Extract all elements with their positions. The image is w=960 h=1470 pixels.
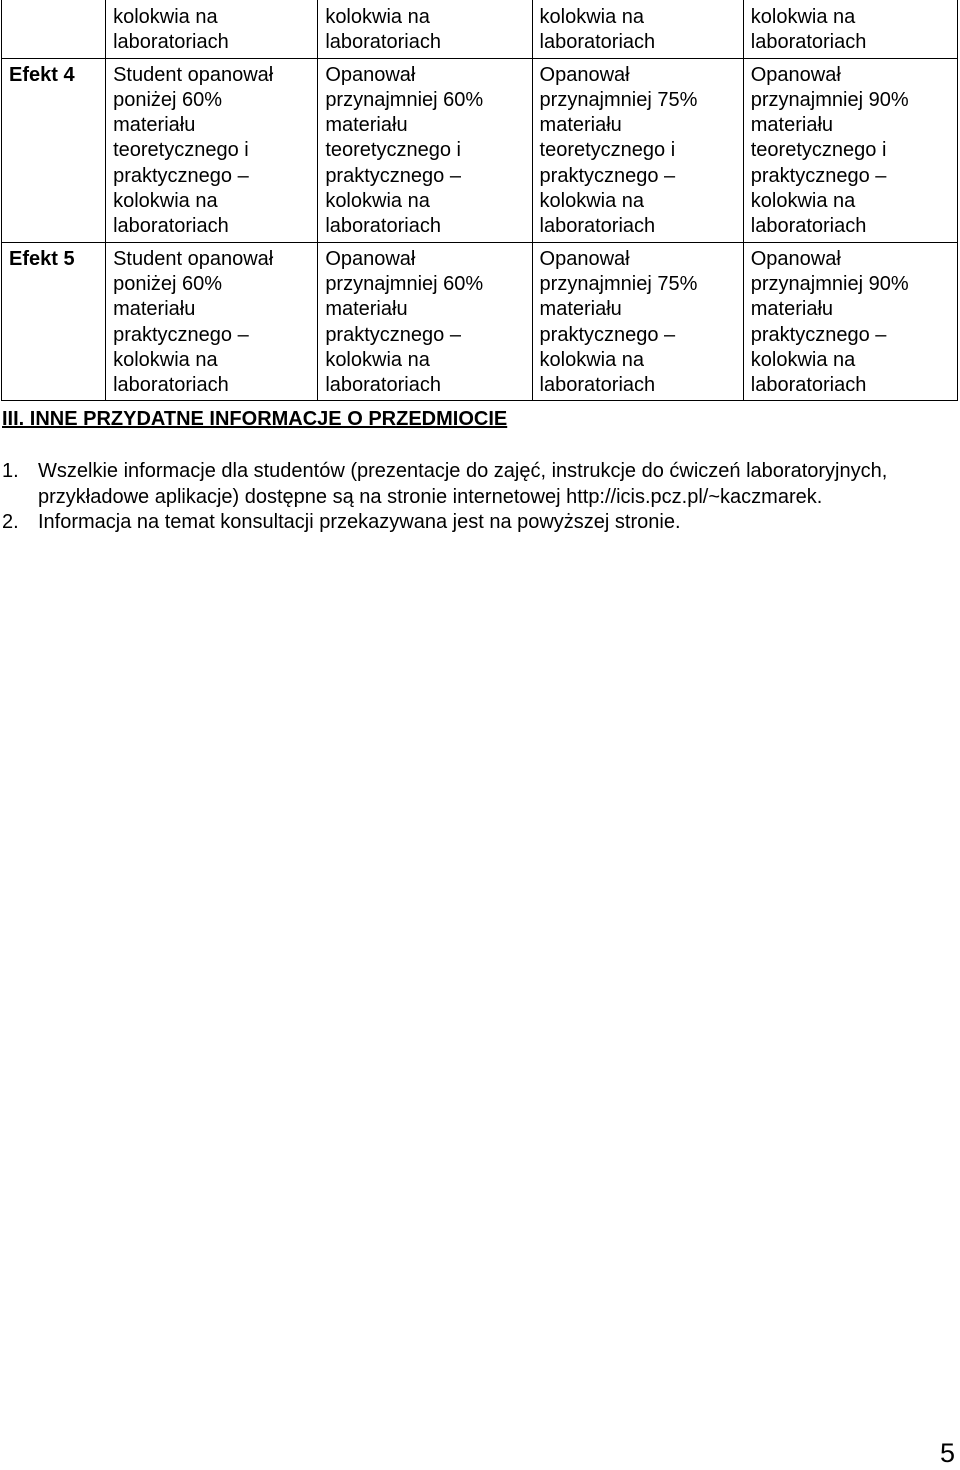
row-label-cell: Efekt 4: [2, 58, 106, 242]
info-item: [2, 510, 942, 536]
cell-text-line: Student opanował: [113, 63, 274, 86]
row-label-cell: Efekt 5: [2, 242, 106, 401]
cell-text-line: materiału: [750, 114, 834, 137]
cell-text-line: kolokwia na: [539, 348, 645, 371]
info-item-number: 1.: [2, 460, 19, 482]
cell-text-line: teoretycznego i: [539, 139, 676, 162]
info-item: [2, 459, 942, 510]
cell-text-line: kolokwia na: [325, 348, 430, 371]
cell-text-line: praktycznego –: [539, 323, 676, 346]
cell-text-line: teoretycznego i: [750, 139, 887, 162]
cell-text-line: laboratoriach: [750, 31, 867, 54]
cell-text-line: praktycznego –: [325, 323, 461, 346]
cell-text-line: praktycznego –: [113, 323, 249, 346]
cell-text-line: laboratoriach: [113, 374, 229, 397]
cell-text-line: laboratoriach: [325, 374, 441, 397]
cell-text-line: laboratoriach: [325, 215, 441, 238]
cell-text-line: Opanował: [750, 247, 841, 270]
cell-text-line: przynajmniej 60%: [325, 272, 484, 295]
section-title: III. INNE PRZYDATNE INFORMACJE O PRZEDMIOCIE: [2, 408, 508, 430]
table-row: [2, 58, 958, 242]
grade-cell: [532, 242, 743, 401]
cell-text-line: praktycznego –: [750, 323, 887, 346]
grade-cell: [532, 0, 743, 58]
grade-cell: [532, 58, 743, 242]
cell-text-line: praktycznego –: [539, 164, 676, 187]
cell-text-line: materiału: [325, 114, 408, 137]
info-list: [2, 459, 942, 536]
page-number: 5: [939, 1438, 955, 1468]
grading-criteria-table: [1, 0, 958, 401]
grade-cell: [743, 58, 957, 242]
cell-text-line: Opanował: [325, 63, 416, 86]
cell-text-line: przynajmniej 75%: [539, 272, 698, 295]
cell-text-line: kolokwia na: [113, 6, 218, 28]
cell-text-line: kolokwia na: [539, 190, 645, 213]
cell-text-line: przynajmniej 60%: [325, 88, 484, 111]
cell-text-line: przynajmniej 90%: [750, 272, 909, 295]
grade-cell: [743, 242, 957, 401]
cell-text-line: kolokwia na: [325, 6, 430, 28]
cell-text-line: laboratoriach: [325, 31, 441, 54]
cell-text-line: kolokwia na: [750, 348, 856, 371]
grade-cell: [743, 0, 957, 58]
cell-text-line: Opanował: [750, 63, 841, 86]
cell-text-line: poniżej 60%: [113, 272, 223, 295]
cell-text-line: kolokwia na: [113, 348, 218, 371]
cell-text-line: kolokwia na: [539, 6, 645, 28]
cell-text-line: kolokwia na: [750, 6, 856, 28]
cell-text-line: praktycznego –: [325, 164, 461, 187]
cell-text-line: materiału: [113, 114, 196, 137]
cell-text-line: praktycznego –: [113, 164, 249, 187]
cell-text-line: laboratoriach: [113, 31, 229, 54]
cell-text-line: Opanował: [539, 247, 630, 270]
cell-text-line: laboratoriach: [539, 31, 656, 54]
cell-text-line: kolokwia na: [325, 190, 430, 213]
cell-text-line: materiału: [539, 298, 622, 321]
cell-text-line: Opanował: [539, 63, 630, 86]
cell-text-line: kolokwia na: [113, 190, 218, 213]
cell-text-line: laboratoriach: [539, 215, 656, 238]
cell-text-line: laboratoriach: [113, 215, 229, 238]
cell-text-line: kolokwia na: [750, 190, 856, 213]
grading-table-body: [2, 0, 958, 401]
cell-text-line: laboratoriach: [750, 215, 867, 238]
grade-cell: [318, 58, 532, 242]
grade-cell: [106, 0, 318, 58]
cell-text-line: laboratoriach: [750, 374, 867, 397]
cell-text-line: materiału: [539, 114, 622, 137]
cell-text-line: materiału: [113, 298, 196, 321]
cell-text-line: Opanował: [325, 247, 416, 270]
grade-cell: [106, 58, 318, 242]
info-item-text: Wszelkie informacje dla studentów (prezentacje do zajęć, instrukcje do ćwiczeń laboratoryjnych, przykładowe aplikacje) dostępne są na stronie internetowej http://icis.pcz.pl/~kaczmarek.: [38, 460, 888, 508]
cell-text-line: przynajmniej 90%: [750, 88, 909, 111]
cell-text-line: materiału: [325, 298, 408, 321]
grade-cell: [318, 0, 532, 58]
cell-text-line: poniżej 60%: [113, 88, 223, 111]
table-row: [2, 0, 958, 58]
grade-cell: [106, 242, 318, 401]
cell-text-line: praktycznego –: [750, 164, 887, 187]
cell-text-line: przynajmniej 75%: [539, 88, 698, 111]
cell-text-line: materiału: [750, 298, 834, 321]
info-item-number: 2.: [2, 511, 19, 533]
cell-text-line: laboratoriach: [539, 374, 656, 397]
info-item-text: Informacja na temat konsultacji przekazywana jest na powyższej stronie.: [38, 511, 681, 533]
cell-text-line: Student opanował: [113, 247, 274, 270]
table-row: [2, 242, 958, 401]
cell-text-line: teoretycznego i: [325, 139, 461, 162]
cell-text-line: teoretycznego i: [113, 139, 249, 162]
row-label-cell: [2, 0, 106, 58]
grade-cell: [318, 242, 532, 401]
